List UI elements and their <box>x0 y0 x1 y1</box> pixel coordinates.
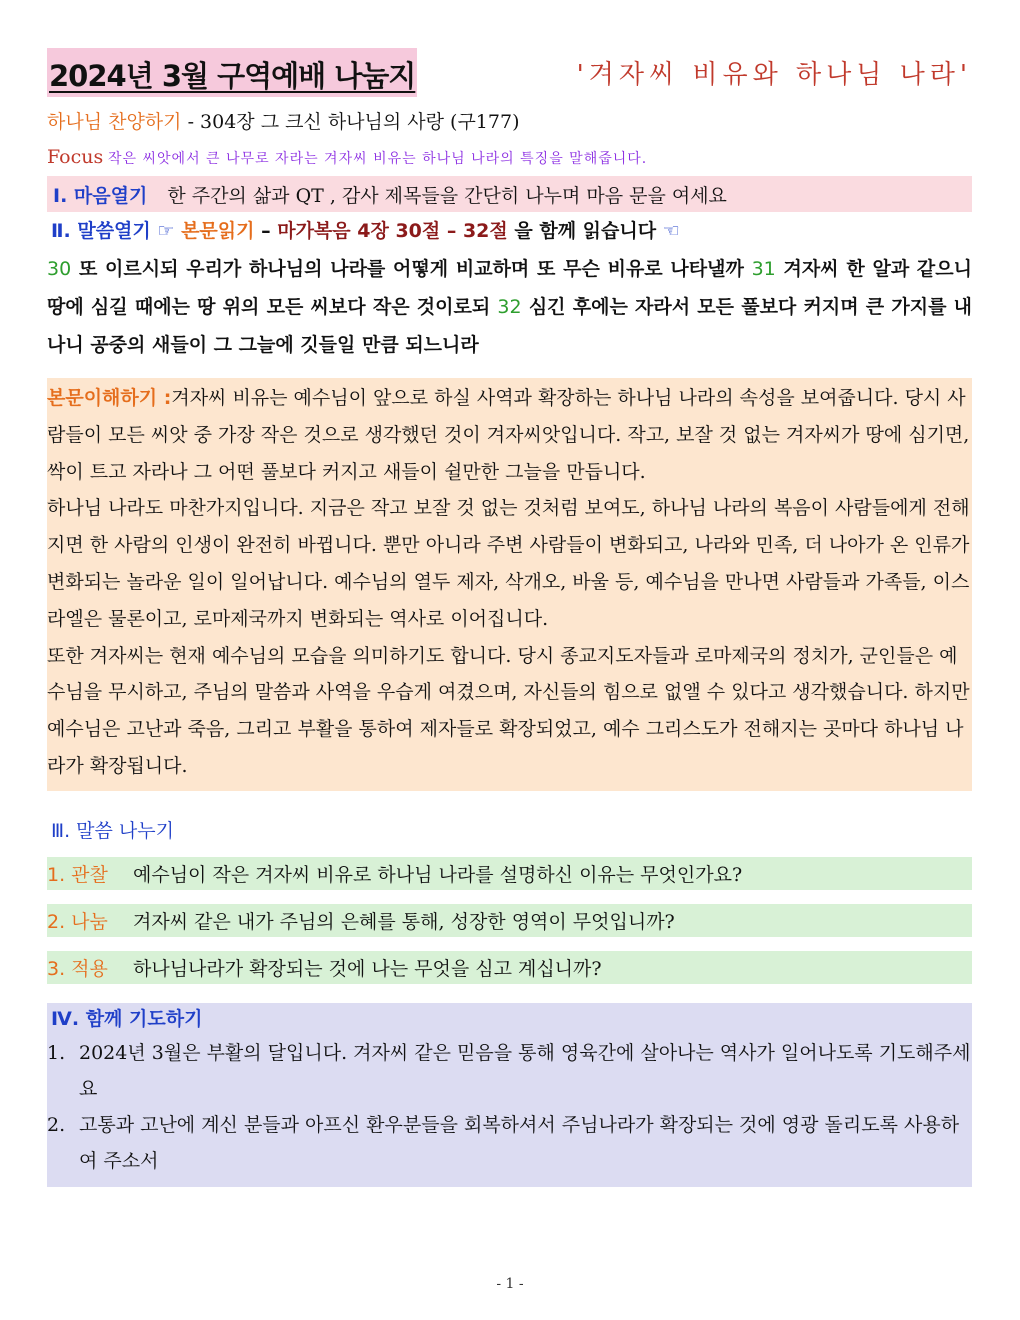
focus-line <box>47 140 972 176</box>
understanding-text: 겨자씨 비유는 예수님이 앞으로 하실 사역과 확장하는 하나님 나라의 속성을 보여줍니다. 당시 사람들이 모든 씨앗 중 가장 작은 것으로 생각했던 것이 겨자씨앗입니다. 작고, 보잘 것 없는 겨자씨가 땅에 심기면, 싹이 트고 자라나 그 어떤 풀보다 커지고 새들이 쉴만한 그늘을 만듭니다. <box>47 387 970 483</box>
prayer-number: 2. <box>47 1113 66 1136</box>
prayer-text: 2024년 3월은 부활의 달입니다. 겨자씨 같은 믿음을 통해 영육간에 살아나는 역사가 일어나도록 기도해주세요 <box>79 1041 971 1100</box>
header <box>47 40 972 102</box>
section1-band <box>47 176 972 212</box>
verse-number: 30 <box>47 258 72 280</box>
question-row <box>47 904 972 937</box>
read-label: 본문읽기 <box>181 220 255 242</box>
scripture-reference: 마가복음 4장 30절 – 32절 <box>277 220 508 242</box>
prayer-number: 1. <box>47 1041 66 1064</box>
question-row <box>47 857 972 890</box>
prayer-item <box>47 1035 972 1107</box>
understanding-label: 본문이해하기 : <box>47 387 172 409</box>
question-label: 2. 나눔 <box>47 910 108 933</box>
question-row <box>47 951 972 984</box>
section3-label: Ⅲ. 말씀 나누기 <box>51 819 174 842</box>
prayer-item <box>47 1107 972 1179</box>
praise-text: - 304장 그 크신 하나님의 사랑 (구177) <box>181 111 520 133</box>
focus-text: 작은 씨앗에서 큰 나무로 자라는 겨자씨 비유는 하나님 나라의 특징을 말해줍니다. <box>108 151 648 167</box>
page-subtitle: '겨자씨 비유와 하나님 나라' <box>576 60 972 90</box>
question-label: 1. 관찰 <box>47 863 108 886</box>
section1-label: Ⅰ. 마음열기 <box>53 184 148 207</box>
section2-label: Ⅱ. 말씀열기 <box>51 220 151 242</box>
praise-label: 하나님 찬양하기 <box>47 111 182 133</box>
verse-number: 32 <box>497 296 522 318</box>
section1-text: 한 주간의 삶과 QT , 감사 제목들을 간단히 나누며 마음 문을 여세요 <box>167 184 727 207</box>
page-number: - 1 - <box>496 1276 524 1292</box>
question-label: 3. 적용 <box>47 957 108 980</box>
understanding-section <box>47 378 972 791</box>
pointing-right-icon: ☞ <box>157 220 175 242</box>
title-box <box>47 48 417 97</box>
prayer-text: 고통과 고난에 계신 분들과 아프신 환우분들을 회복하셔서 주님나라가 확장되는 것에 영광 돌리도록 사용하여 주소서 <box>79 1113 960 1172</box>
worksheet-page <box>47 40 972 1187</box>
understanding-paragraph <box>47 380 972 490</box>
section2-heading <box>47 212 972 250</box>
read-instruction: 을 함께 읽습니다 <box>507 220 663 242</box>
section4-label: Ⅳ. 함께 기도하기 <box>51 1007 203 1030</box>
verse-text: 심긴 후에는 자라서 모든 풀보다 커지며 큰 가지를 내나니 공중의 새들이 그 그늘에 깃들일 만큼 되느니라 <box>47 296 972 356</box>
scripture-passage <box>47 250 972 364</box>
page-title: 2024년 3월 구역예배 나눔지 <box>49 59 416 93</box>
praise-line <box>47 104 972 140</box>
verse-text: 또 이르시되 우리가 하나님의 나라를 어떻게 비교하며 또 무슨 비유로 나타낼까 <box>71 258 752 280</box>
focus-label: Focus <box>47 146 104 168</box>
dash: – <box>254 220 278 242</box>
prayer-section <box>47 1003 972 1187</box>
verse-number: 31 <box>751 258 776 280</box>
question-text: 겨자씨 같은 내가 주님의 은혜를 통해, 성장한 영역이 무엇입니까? <box>133 910 675 933</box>
pointing-left-icon: ☜ <box>662 220 680 242</box>
question-text: 예수님이 작은 겨자씨 비유로 하나님 나라를 설명하신 이유는 무엇인가요? <box>133 863 743 886</box>
question-text: 하나님나라가 확장되는 것에 나는 무엇을 심고 계십니까? <box>133 957 602 980</box>
understanding-paragraph: 하나님 나라도 마찬가지입니다. 지금은 작고 보잘 것 없는 것처럼 보여도, 하나님 나라의 복음이 사람들에게 전해지면 한 사람의 인생이 완전히 바뀝니다. 뿐만 아니라 주변 사람들이 변화되고, 나라와 민족, 더 나아가 온 인류가 변화되는 놀라운 일이 일어납니다. 예수님의 열두 제자, 삭개오, 바울 등, 예수님을 만나면 사람들과 가족들, 이스라엘은 물론이고, 로마제국까지 변화되는 역사로 이어집니다. <box>47 497 970 630</box>
verse-text: 겨자씨 한 알과 같으니 땅에 심길 때에는 땅 위의 모든 씨보다 작은 것이로되 <box>47 258 972 318</box>
understanding-paragraph: 또한 겨자씨는 현재 예수님의 모습을 의미하기도 합니다. 당시 종교지도자들과 로마제국의 정치가, 군인들은 예수님을 무시하고, 주님의 말씀과 사역을 우습게 여겼으며, 자신들의 힘으로 없앨 수 있다고 생각했습니다. 하지만 예수님은 고난과 죽음, 그리고 부활을 통하여 제자들로 확장되었고, 예수 그리스도가 전해지는 곳마다 하나님 나라가 확장됩니다. <box>47 644 970 777</box>
